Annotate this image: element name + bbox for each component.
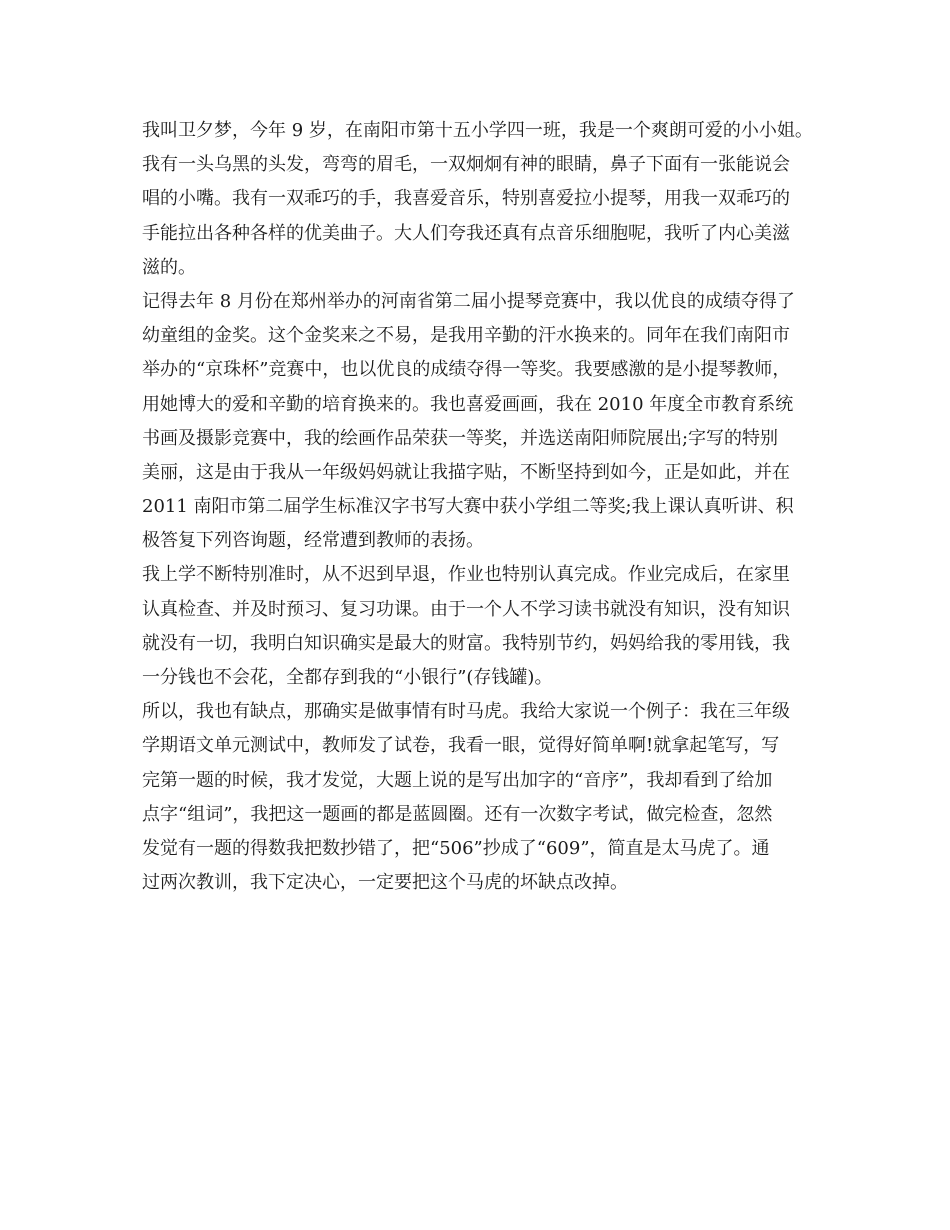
text-line: 所以，我也有缺点，那确实是做事情有时马虎。我给大家说一个例子：我在三年级: [142, 701, 790, 723]
text-line: 手能拉出各种各样的优美曲子。大人们夸我还真有点音乐细胞呢，我听了内心美滋: [142, 222, 790, 244]
text-line: 就没有一切，我明白知识确实是最大的财富。我特别节约，妈妈给我的零用钱，我: [142, 632, 790, 654]
text-line: 2011 南阳市第二届学生标准汉字书写大赛中获小学组二等奖;我上课认真听讲、积: [142, 496, 794, 518]
paragraph-2: [142, 285, 812, 559]
document-body: [142, 114, 812, 900]
text-line: 用她博大的爱和辛勤的培育换来的。我也喜爱画画，我在 2010 年度全市教育系统: [142, 393, 794, 415]
text-line: 唱的小嘴。我有一双乖巧的手，我喜爱音乐，特别喜爱拉小提琴，用我一双乖巧的: [142, 188, 790, 210]
text-line: 幼童组的金奖。这个金奖来之不易，是我用辛勤的汗水换来的。同年在我们南阳市: [142, 325, 790, 347]
paragraph-3: [142, 558, 812, 695]
text-line: 记得去年 8 月份在郑州举办的河南省第二届小提琴竞赛中，我以优良的成绩夺得了: [142, 290, 795, 312]
text-line: 一分钱也不会花，全都存到我的“小银行”(存钱罐)。: [142, 667, 553, 688]
text-line: 点字“组词”，我把这一题画的都是蓝圆圈。还有一次数字考试，做完检查，忽然: [142, 803, 773, 825]
text-line: 我上学不断特别准时，从不迟到早退，作业也特别认真完成。作业完成后，在家里: [142, 564, 790, 586]
text-line: 滋的。: [142, 256, 196, 278]
text-line: 我叫卫夕梦，今年 9 岁，在南阳市第十五小学四一班，我是一个爽朗可爱的小小姐。: [142, 120, 813, 141]
text-line: 我有一头乌黑的头发，弯弯的眉毛，一双炯炯有神的眼睛，鼻子下面有一张能说会: [142, 154, 790, 176]
text-line: 过两次教训，我下定决心，一定要把这个马虎的坏缺点改掉。: [142, 872, 628, 894]
text-line: 学期语文单元测试中，教师发了试卷，我看一眼，觉得好简单啊!就拿起笔写，写: [142, 735, 780, 757]
text-line: 极答复下列咨询题，经常遭到教师的表扬。: [142, 530, 484, 552]
text-line: 完第一题的时候，我才发觉，大题上说的是写出加字的“音序”，我却看到了给加: [142, 769, 773, 791]
paragraph-4: [142, 695, 812, 900]
text-line: 美丽，这是由于我从一年级妈妈就让我描字贴，不断坚持到如今，正是如此，并在: [142, 461, 790, 483]
text-line: 发觉有一题的得数我把数抄错了，把“506”抄成了“609”，简直是太马虎了。通: [142, 837, 770, 859]
text-line: 认真检查、并及时预习、复习功课。由于一个人不学习读书就没有知识，没有知识: [142, 598, 790, 620]
text-line: 书画及摄影竞赛中，我的绘画作品荣获一等奖，并选送南阳师院展出;字写的特别: [142, 427, 779, 449]
text-line: 举办的“京珠杯”竞赛中，也以优良的成绩夺得一等奖。我要感激的是小提琴教师，: [142, 359, 791, 381]
paragraph-1: [142, 114, 812, 285]
